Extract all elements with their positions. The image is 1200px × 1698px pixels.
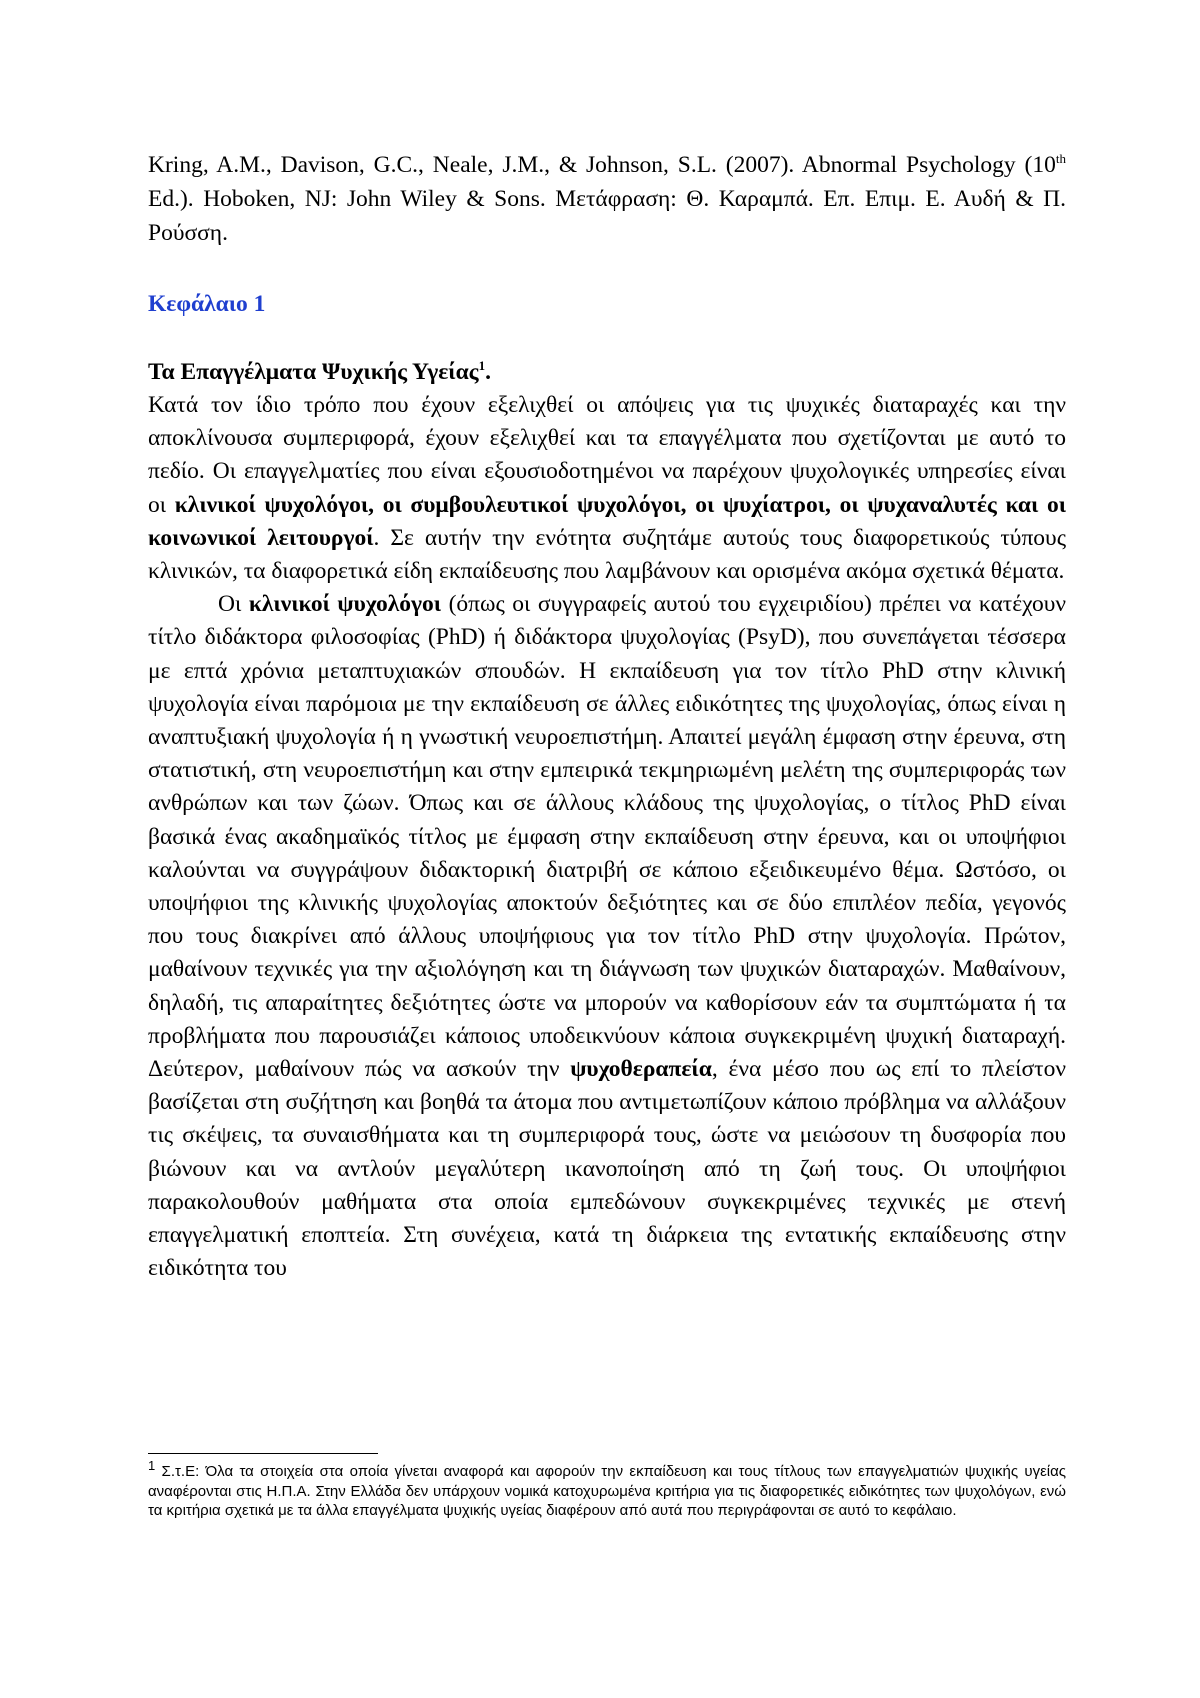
- citation-text-start: Kring, A.M., Davison, G.C., Neale, J.M., & Johnson, S.L. (2007). Abnormal Psychology (10: [148, 152, 1056, 178]
- paragraph-2-text-2: (όπως οι συγγραφείς αυτού του εγχειριδίου) πρέπει να κατέχουν τίτλο διδάκτορα φιλοσοφίας (PhD) ή διδάκτορα ψυχολογίας (PsyD), που συνεπάγεται τέσσερα με επτά χρόνια μεταπτυχιακών σπουδών. Η εκπαίδευση για τον τίτλο PhD στην κλινική ψυχολογία είναι παρόμοια με την εκπαίδευση σε άλλες ειδικότητες της ψυχολογίας, όπως είναι η αναπτυξιακή ψυχολογία ή η γνωστική νευροεπιστήμη. Απαιτεί μεγάλη έμφαση στην έρευνα, στη στατιστική, στη νευροεπιστήμη και στην εμπειρικά τεκμηριωμένη μελέτη της συμπεριφοράς των ανθρώπων και των ζώων. Όπως και σε άλλους κλάδους της ψυχολογίας, ο τίτλος PhD είναι βασικά ένας ακαδημαϊκός τίτλος με έμφαση στην εκπαίδευση στην έρευνα, και οι υποψήφιοι καλούνται να συγγράψουν διδακτορική διατριβή σε κάποιο εξειδικευμένο θέμα. Ωστόσο, οι υποψήφιοι της κλινικής ψυχολογίας αποκτούν δεξιότητες και σε δύο επιπλέον πεδία, γεγονός που τους διακρίνει από άλλους υποψήφιους για τον τίτλο PhD στην ψυχολογία. Πρώτον, μαθαίνουν τεχνικές για την αξιολόγηση και τη διάγνωση των ψυχικών διαταραχών. Μαθαίνουν, δηλαδή, τις απαραίτητες δεξιότητες ώστε να μπορούν να καθορίσουν εάν τα συμπτώματα ή τα προβλήματα που παρουσιάζει κάποιος υποδεικνύουν κάποια συγκεκριμένη ψυχική διαταραχή. Δεύτερον, μαθαίνουν πώς να ασκούν την: [148, 591, 1067, 1083]
- section-title-text: Τα Επαγγέλματα Ψυχικής Υγείας: [148, 359, 479, 385]
- book-citation: [148, 148, 1066, 250]
- footnote-text: Σ.τ.Ε: Όλα τα στοιχεία στα οποία γίνεται αναφορά και αφορούν την εκπαίδευση και τους τίτλους των επαγγελματιών ψυχικής υγείας αναφέρονται στις Η.Π.Α. Στην Ελλάδα δεν υπάρχουν νομικά κατοχυρωμένα κριτήρια για τις διαφορετικές ειδικότητες των ψυχολόγων, ενώ τα κριτήρια σχετικά με τα άλλα επαγγέλματα ψυχικής υγείας διαφέρουν από αυτά που περιγράφονται σε αυτό το κεφάλαιο.: [148, 1463, 1066, 1519]
- paragraph-2-text-3: , ένα μέσο που ως επί το πλείστον βασίζεται στη συζήτηση και βοηθά τα άτομα που αντιμετωπίζουν κάποιο πρόβλημα να αλλάξουν τις σκέψεις, τα συναισθήματα και τη συμπεριφορά τους, ώστε να μειώσουν τη δυσφορία που βιώνουν και να αντλούν μεγαλύτερη ικανοποίηση από τη ζωή τους. Οι υποψήφιοι παρακολουθούν μαθήματα στα οποία εμπεδώνουν συγκεκριμένες τεχνικές με στενή επαγγελματική εποπτεία. Στη συνέχεια, κατά τη διάρκεια της εντατικής εκπαίδευσης στην ειδικότητα του: [148, 1056, 1066, 1282]
- footnote-reference[interactable]: 1: [478, 358, 486, 374]
- paragraph-intro-bold-professions: κλινικοί ψυχολόγοι, οι συμβουλευτικοί ψυχολόγοι, οι ψυχίατροι, οι ψυχαναλυτές και οι κοινωνικοί λειτουργοί: [148, 491, 1066, 551]
- paragraph-2-bold-clinical-psychologists: κλινικοί ψυχολόγοι: [248, 591, 442, 618]
- paragraph-intro-text-1: Κατά τον ίδιο τρόπο που έχουν εξελιχθεί οι απόψεις για τις ψυχικές διαταραχές και την αποκλίνουσα συμπεριφορά, έχουν εξελιχθεί και τα επαγγέλματα που σχετίζονται με αυτό το πεδίο. Οι επαγγελματίες που είναι εξουσιοδοτημένοι να παρέχουν ψυχολογικές υπηρεσίες είναι οι: [148, 392, 1066, 518]
- citation-edition-superscript: th: [1055, 151, 1066, 167]
- paragraph-intro: [148, 389, 1066, 588]
- citation-text-end: Ed.). Hoboken, NJ: John Wiley & Sons. Μετάφραση: Θ. Καραμπά. Επ. Επιμ. Ε. Αυδή & Π. Ρούσση.: [148, 186, 1066, 246]
- paragraph-clinical-psychologists: [148, 588, 1066, 1285]
- footnote-separator: [148, 1453, 378, 1454]
- paragraph-2-bold-psychotherapy: ψυχοθεραπεία: [570, 1056, 712, 1083]
- footnote: [148, 1458, 1066, 1521]
- section-title: [148, 355, 1066, 389]
- footnote-number: 1: [148, 1458, 156, 1473]
- section-title-period: .: [485, 359, 491, 385]
- paragraph-2-text-1: Οι: [218, 591, 249, 618]
- document-page: [148, 148, 1066, 1285]
- paragraph-intro-text-2: . Σε αυτήν την ενότητα συζητάμε αυτούς τους διαφορετικούς τύπους κλινικών, τα διαφορετικά είδη εκπαίδευσης που λαμβάνουν και ορισμένα ακόμα σχετικά θέματα.: [148, 524, 1067, 585]
- chapter-heading: Κεφάλαιο 1: [148, 291, 266, 317]
